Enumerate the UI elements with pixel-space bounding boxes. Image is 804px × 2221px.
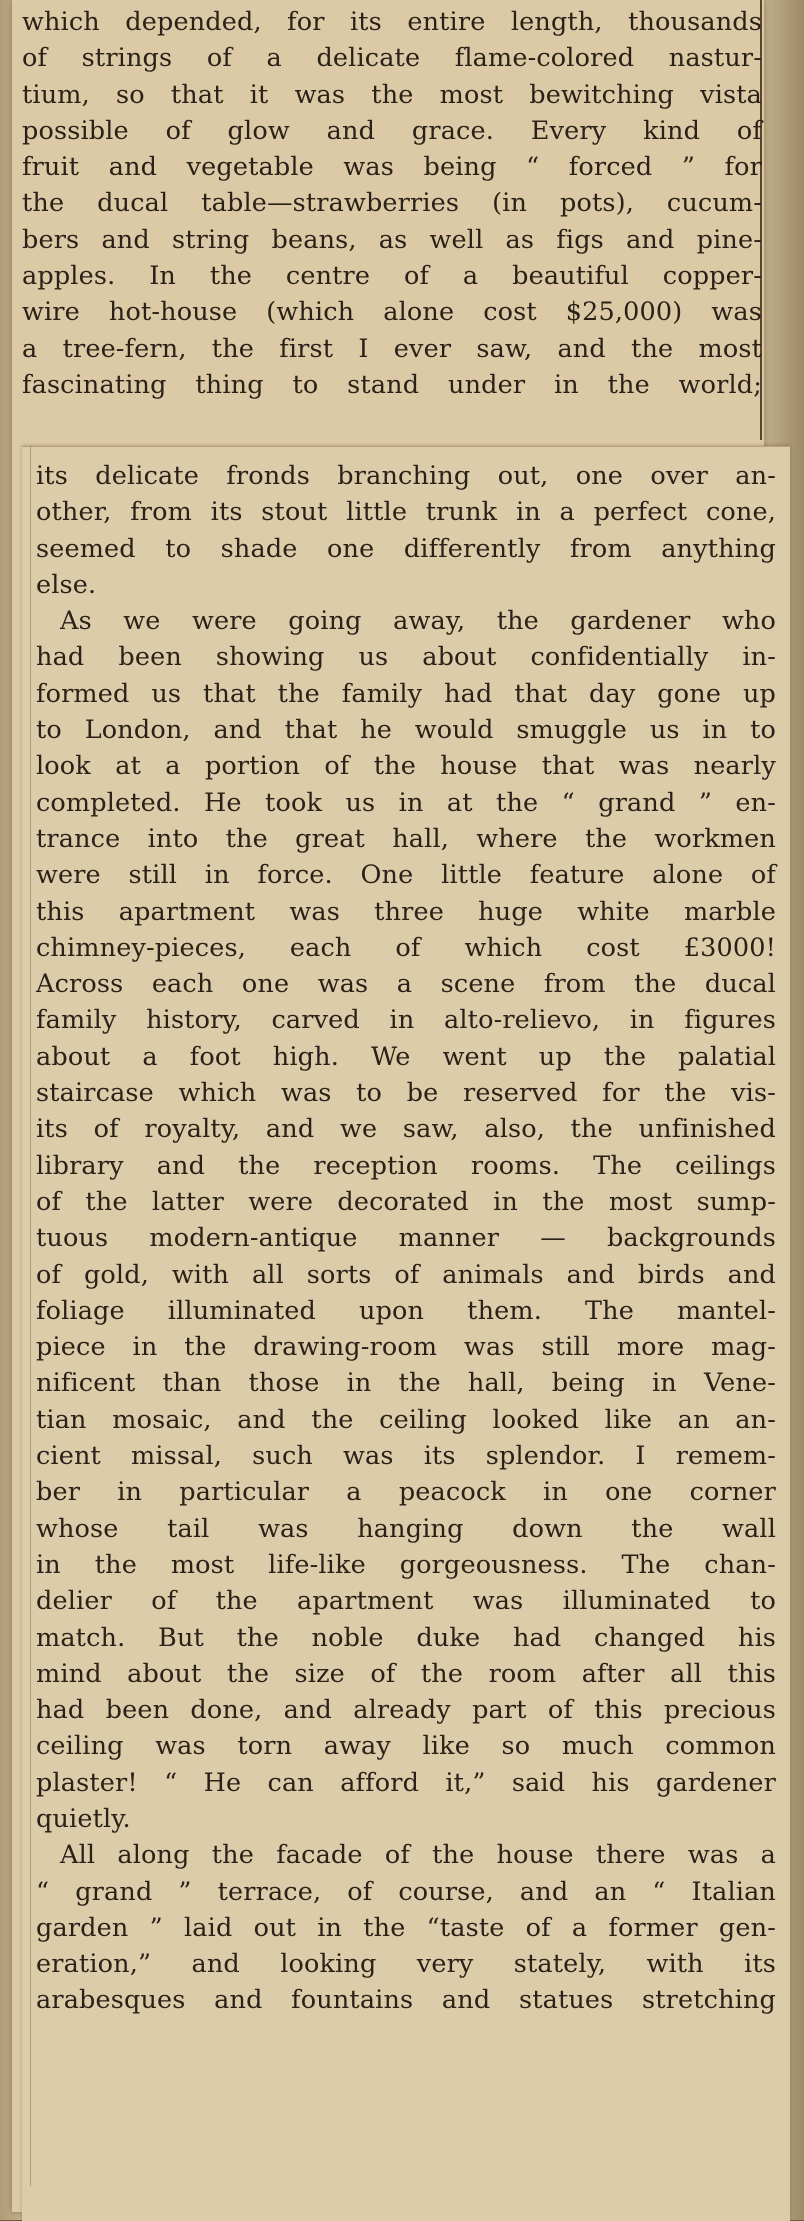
text-line: had been showing us about confidentially in- [36, 642, 776, 673]
text-line: chimney-pieces, each of which cost £3000! [36, 932, 776, 963]
text-line: seemed to shade one differently from anything [36, 533, 776, 564]
text-line: tian mosaic, and the ceiling looked like an an- [36, 1404, 776, 1435]
text-line: quietly. [36, 1803, 131, 1834]
text-line: foliage illuminated upon them. The mantel- [36, 1295, 776, 1326]
column-rule-left [30, 446, 31, 2186]
text-line: of the latter were decorated in the most sump- [36, 1186, 776, 1217]
text-line: a tree-fern, the first I ever saw, and the most [22, 333, 762, 364]
text-line: were still in force. One little feature alone of [36, 860, 776, 891]
text-line: ber in particular a peacock in one corner [36, 1477, 776, 1508]
text-line: Across each one was a scene from the ducal [36, 969, 776, 1000]
text-line: nificent than those in the hall, being in Vene- [36, 1368, 776, 1399]
text-line: mind about the size of the room after all this [36, 1658, 776, 1689]
text-line: bers and string beans, as well as figs and pine- [22, 224, 762, 255]
text-line: eration,” and looking very stately, with its [36, 1949, 776, 1980]
text-line: apples. In the centre of a beautiful copper- [22, 261, 762, 292]
text-line: of gold, with all sorts of animals and birds and [36, 1259, 776, 1290]
text-line: delier of the apartment was illuminated to [36, 1586, 776, 1617]
text-line: staircase which was to be reserved for the vis- [36, 1078, 776, 1109]
text-line: plaster! “ He can afford it,” said his gardener [36, 1767, 776, 1798]
article-lower-text [36, 458, 776, 2019]
text-line: else. [36, 569, 97, 600]
text-line: cient missal, such was its splendor. I remem- [36, 1441, 776, 1472]
text-line: to London, and that he would smuggle us in to [36, 715, 776, 746]
text-line: arabesques and fountains and statues stretching [36, 1985, 776, 2016]
text-line: other, from its stout little trunk in a perfect cone, [36, 497, 776, 528]
text-line: fascinating thing to stand under in the world; [22, 369, 762, 400]
text-line: about a foot high. We went up the palatial [36, 1041, 776, 1072]
text-line: had been done, and already part of this precious [36, 1695, 776, 1726]
text-line: tuous modern-antique manner — backgrounds [36, 1223, 776, 1254]
text-line: look at a portion of the house that was nearly [36, 751, 776, 782]
text-line: fruit and vegetable was being “ forced ” for [22, 152, 762, 183]
text-line: match. But the noble duke had changed his [36, 1622, 776, 1653]
article-upper-text [22, 4, 762, 403]
text-line: “ grand ” terrace, of course, and an “ Italian [36, 1876, 776, 1907]
text-line: possible of glow and grace. Every kind of [22, 115, 762, 146]
text-line: formed us that the family had that day gone up [36, 678, 776, 709]
text-line: tium, so that it was the most bewitching vista [22, 79, 762, 110]
text-line: this apartment was three huge white marble [36, 896, 776, 927]
text-line: library and the reception rooms. The ceilings [36, 1150, 776, 1181]
text-line: wire hot-house (which alone cost $25,000) was [22, 297, 762, 328]
text-line: completed. He took us in at the “ grand ” en- [36, 787, 776, 818]
text-line: trance into the great hall, where the workmen [36, 823, 776, 854]
text-line: ceiling was torn away like so much common [36, 1731, 776, 1762]
text-line: family history, carved in alto-relievo, in figures [36, 1005, 776, 1036]
text-line: its of royalty, and we saw, also, the unfinished [36, 1114, 776, 1145]
text-line: the ducal table—strawberries (in pots), cucum- [22, 188, 762, 219]
text-line: in the most life-like gorgeousness. The chan- [36, 1549, 776, 1580]
text-line: of strings of a delicate flame-colored nastur- [22, 43, 762, 74]
text-line: whose tail was hanging down the wall [36, 1513, 776, 1544]
text-line: its delicate fronds branching out, one over an- [36, 461, 776, 491]
paragraph-start-line: As we were going away, the gardener who [60, 606, 776, 637]
text-line: piece in the drawing-room was still more mag- [36, 1332, 776, 1363]
text-line: garden ” laid out in the “taste of a former gen- [36, 1912, 776, 1943]
text-line: which depended, for its entire length, thousands [22, 7, 762, 37]
paragraph-start-line: All along the facade of the house there was a [60, 1840, 776, 1871]
